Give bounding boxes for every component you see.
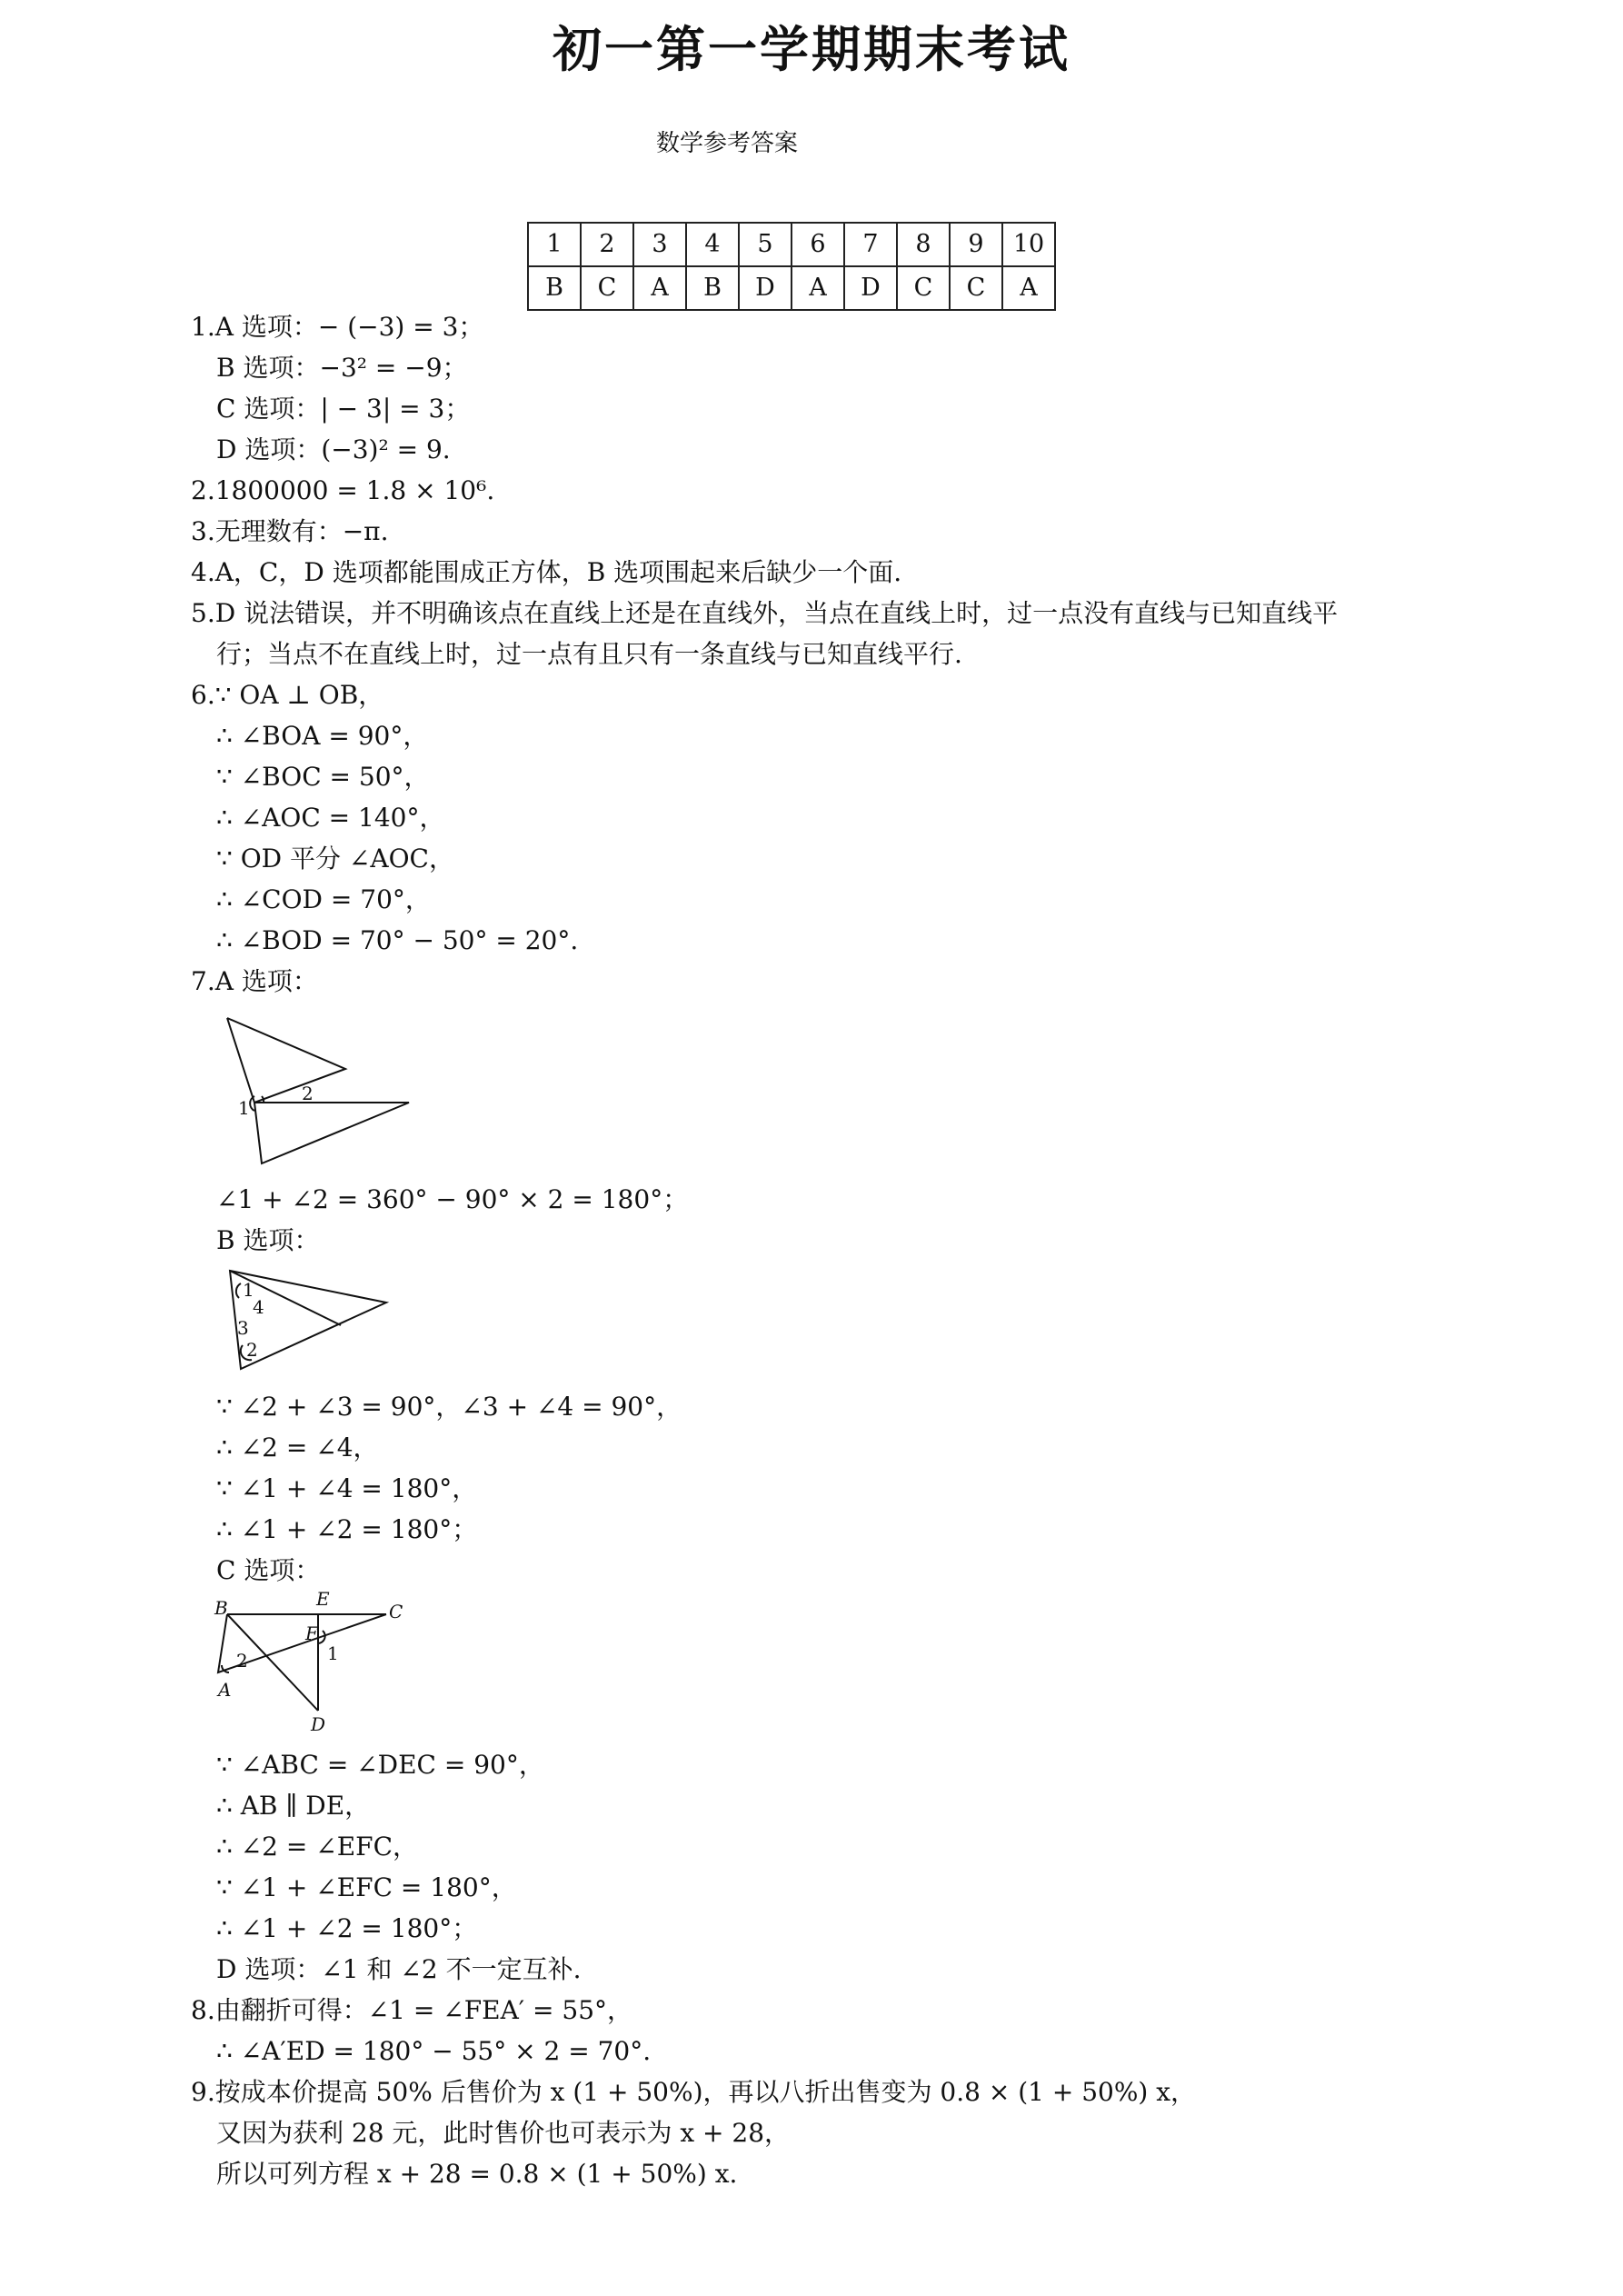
q7b-line: ∴ ∠1 + ∠2 = 180°； xyxy=(216,1514,478,1544)
q7c-line: ∴ AB ∥ DE， xyxy=(216,1791,371,1821)
table-cell: 8 xyxy=(897,223,950,266)
figure-label: 2 xyxy=(236,1650,248,1672)
figure-label: A xyxy=(218,1679,232,1701)
table-cell: C xyxy=(950,266,1002,310)
figure-label: 4 xyxy=(253,1296,264,1318)
q6-line: ∴ ∠BOD = 70° − 50° = 20°. xyxy=(216,925,579,955)
figure-label: 3 xyxy=(237,1317,249,1339)
q1-line: D 选项：(−3)² = 9. xyxy=(216,434,451,464)
q4-line: 4.A，C，D 选项都能围成正方体，B 选项围起来后缺少一个面. xyxy=(191,557,902,587)
figure-label: 1 xyxy=(327,1642,339,1664)
table-cell: 10 xyxy=(1002,223,1055,266)
q7b-line: ∴ ∠2 = ∠4， xyxy=(216,1433,379,1462)
q7c-line: ∴ ∠2 = ∠EFC， xyxy=(216,1832,419,1862)
q6-line: ∴ ∠COD = 70°， xyxy=(216,884,431,914)
q6-line: ∵ ∠BOC = 50°， xyxy=(216,762,430,792)
table-cell: D xyxy=(844,266,897,310)
q9-line: 又因为获利 28 元，此时售价也可表示为 x + 28， xyxy=(216,2118,791,2148)
q7-option-a-heading: 7.A 选项： xyxy=(191,966,318,996)
q7-option-c-heading: C 选项： xyxy=(216,1555,321,1585)
table-cell: B xyxy=(528,266,581,310)
table-cell: B xyxy=(686,266,739,310)
figure-label: D xyxy=(311,1713,326,1735)
q8-line: 8.由翻折可得：∠1 = ∠FEA′ = 55°， xyxy=(191,1995,633,2025)
q7b-line: ∵ ∠1 + ∠4 = 180°， xyxy=(216,1473,478,1503)
q9-line: 9.按成本价提高 50% 后售价为 x (1 + 50%)，再以八折出售变为 0.8 × (1 + 50%) x， xyxy=(191,2077,1197,2107)
q5-line: 行；当点不在直线上时，过一点有且只有一条直线与已知直线平行. xyxy=(216,639,962,669)
page-subtitle: 数学参考答案 xyxy=(655,130,798,157)
page-title: 初一第一学期期末考试 xyxy=(553,21,1070,78)
q1-line: C 选项：| − 3| = 3； xyxy=(216,394,471,424)
figure-label: 1 xyxy=(243,1279,254,1301)
figure-label: F xyxy=(305,1622,318,1644)
q3-line: 3.无理数有：−π. xyxy=(191,516,389,546)
q7c-line: ∵ ∠ABC = ∠DEC = 90°， xyxy=(216,1750,544,1780)
q7d-line: D 选项：∠1 和 ∠2 不一定互补. xyxy=(216,1954,582,1984)
table-cell: 5 xyxy=(739,223,792,266)
q1-line: B 选项：−3² = −9； xyxy=(216,353,468,383)
table-cell: 9 xyxy=(950,223,1002,266)
figure-label: B xyxy=(214,1597,228,1619)
table-cell: 3 xyxy=(633,223,686,266)
figure-7b xyxy=(223,1262,404,1375)
answer-table xyxy=(527,222,1056,311)
q6-line: ∵ OD 平分 ∠AOC， xyxy=(216,844,454,873)
q7-option-b-heading: B 选项： xyxy=(216,1225,320,1255)
q5-line: 5.D 说法错误，并不明确该点在直线上还是在直线外，当点在直线上时，过一点没有直线与已知直线平 xyxy=(191,598,1339,628)
table-cell: 1 xyxy=(528,223,581,266)
q8-line: ∴ ∠A′ED = 180° − 55° × 2 = 70°. xyxy=(216,2036,652,2066)
table-cell: 7 xyxy=(844,223,897,266)
table-cell: C xyxy=(581,266,633,310)
figure-label: C xyxy=(389,1601,403,1622)
q6-line: 6.∵ OA ⊥ OB， xyxy=(191,680,384,710)
q7a-line: ∠1 + ∠2 = 360° − 90° × 2 = 180°； xyxy=(216,1184,689,1214)
table-cell: 6 xyxy=(792,223,844,266)
q1-line: 1.A 选项：− (−3) = 3； xyxy=(191,312,484,342)
q7c-line: ∵ ∠1 + ∠EFC = 180°， xyxy=(216,1872,517,1902)
table-cell: 2 xyxy=(581,223,633,266)
figure-label: E xyxy=(316,1588,330,1610)
table-cell: A xyxy=(1002,266,1055,310)
figure-7c xyxy=(209,1589,418,1734)
table-cell: C xyxy=(897,266,950,310)
table-cell: A xyxy=(633,266,686,310)
q9-line: 所以可列方程 x + 28 = 0.8 × (1 + 50%) x. xyxy=(216,2159,738,2189)
figure-label: 2 xyxy=(302,1083,314,1104)
q2-line: 2.1800000 = 1.8 × 10⁶. xyxy=(191,475,495,505)
figure-label: 2 xyxy=(246,1339,258,1361)
figure-label: 1 xyxy=(238,1097,250,1119)
table-cell: D xyxy=(739,266,792,310)
q7b-line: ∵ ∠2 + ∠3 = 90°，∠3 + ∠4 = 90°， xyxy=(216,1392,682,1422)
q6-line: ∴ ∠AOC = 140°， xyxy=(216,803,445,833)
figure-7a xyxy=(218,1009,418,1173)
table-cell: 4 xyxy=(686,223,739,266)
table-cell: A xyxy=(792,266,844,310)
answer-table-answer-row xyxy=(528,266,1055,310)
q6-line: ∴ ∠BOA = 90°， xyxy=(216,721,429,751)
answer-table-number-row xyxy=(528,223,1055,266)
q7c-line: ∴ ∠1 + ∠2 = 180°； xyxy=(216,1913,478,1943)
